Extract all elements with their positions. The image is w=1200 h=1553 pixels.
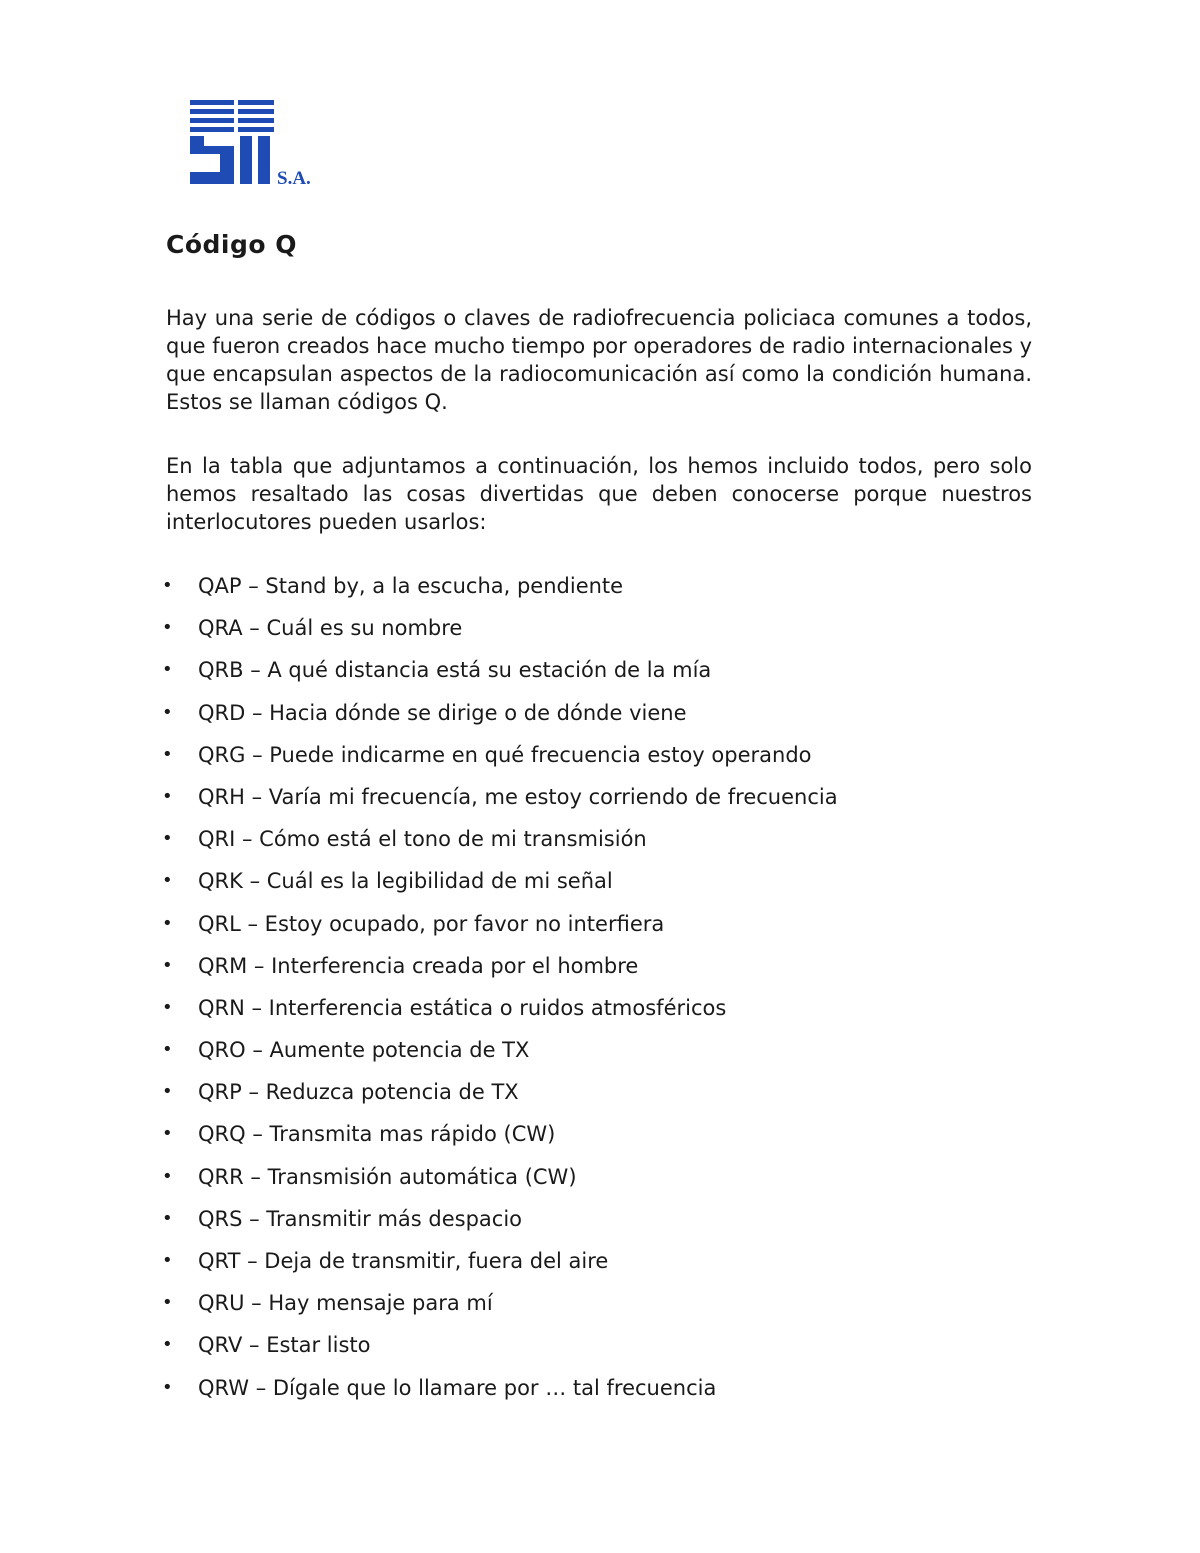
list-item xyxy=(162,1159,1046,1201)
q-code-text: QRK – Cuál es la legibilidad de mi señal xyxy=(198,869,613,894)
list-item xyxy=(162,568,1046,610)
q-code-text: QRH – Varía mi frecuencía, me estoy corriendo de frecuencia xyxy=(198,784,838,809)
list-item xyxy=(162,652,1046,694)
q-code-text: QRQ – Transmita mas rápido (CW) xyxy=(198,1122,556,1147)
list-item xyxy=(162,695,1046,737)
q-code-text: QRM – Interferencia creada por el hombre xyxy=(198,953,639,978)
bullet-icon: • xyxy=(162,1250,173,1271)
list-item xyxy=(162,1074,1046,1116)
list-item xyxy=(162,906,1046,948)
bullet-icon: • xyxy=(162,996,173,1018)
list-item xyxy=(162,1032,1046,1074)
page-title: Código Q xyxy=(166,230,298,259)
list-item xyxy=(162,1201,1046,1243)
bullet-icon: • xyxy=(162,1207,173,1229)
q-code-text: QRL – Estoy ocupado, por favor no interfiera xyxy=(198,911,665,936)
list-item xyxy=(162,1285,1046,1327)
q-code-text: QRU – Hay mensaje para mí xyxy=(198,1291,493,1316)
bullet-icon: • xyxy=(162,659,173,681)
q-code-text: QRV – Estar listo xyxy=(198,1333,371,1358)
list-item xyxy=(162,1327,1046,1369)
sit-logo-graphic xyxy=(188,98,314,190)
bullet-icon: • xyxy=(162,785,173,807)
bullet-icon: • xyxy=(162,1334,173,1356)
q-code-text: QRS – Transmitir más despacio xyxy=(198,1206,523,1231)
logo-sa-text: S.A. xyxy=(277,168,311,189)
bullet-icon: • xyxy=(162,828,173,850)
bullet-icon: • xyxy=(162,1039,173,1061)
bullet-icon: • xyxy=(162,1165,173,1187)
table-intro-paragraph: En la tabla que adjuntamos a continuación, los hemos incluido todos, pero solo hemos resaltado las cosas divertidas que deben conocerse porque nuestros interlocutores pueden usarlos: xyxy=(166,454,1032,534)
bullet-icon: • xyxy=(162,701,173,723)
list-item xyxy=(162,990,1046,1032)
q-code-text: QRT – Deja de transmitir, fuera del aire xyxy=(198,1249,609,1273)
list-item xyxy=(162,863,1046,905)
q-code-text: QRP – Reduzca potencia de TX xyxy=(198,1080,519,1105)
bullet-icon: • xyxy=(162,617,173,639)
sit-logo xyxy=(188,98,314,190)
bullet-icon: • xyxy=(162,1292,173,1314)
list-item xyxy=(162,610,1046,652)
bullet-icon: • xyxy=(162,954,173,976)
bullet-icon: • xyxy=(162,1376,173,1398)
q-code-text: QAP – Stand by, a la escucha, pendiente xyxy=(198,574,624,598)
bullet-icon: • xyxy=(162,912,173,934)
list-item xyxy=(162,1243,1046,1285)
list-item xyxy=(162,779,1046,821)
bullet-icon: • xyxy=(162,1081,173,1103)
q-code-text: QRD – Hacia dónde se dirige o de dónde viene xyxy=(198,700,687,725)
list-item xyxy=(162,1116,1046,1158)
list-item xyxy=(162,821,1046,863)
q-code-text: QRR – Transmisión automática (CW) xyxy=(198,1164,577,1189)
q-code-list xyxy=(162,568,1046,1412)
q-code-text: QRW – Dígale que lo llamare por … tal frecuencia xyxy=(198,1375,717,1400)
list-item xyxy=(162,948,1046,990)
q-code-text: QRO – Aumente potencia de TX xyxy=(198,1038,530,1063)
bullet-icon: • xyxy=(162,575,173,596)
q-code-text: QRA – Cuál es su nombre xyxy=(198,616,463,641)
list-item xyxy=(162,1370,1046,1412)
q-code-text: QRB – A qué distancia está su estación de la mía xyxy=(198,658,712,683)
q-code-text: QRI – Cómo está el tono de mi transmisión xyxy=(198,827,647,852)
bullet-icon: • xyxy=(162,1123,173,1145)
q-code-text: QRG – Puede indicarme en qué frecuencia estoy operando xyxy=(198,742,812,767)
intro-paragraph: Hay una serie de códigos o claves de radiofrecuencia policiaca comunes a todos, que fueron creados hace mucho tiempo por operadores de radio internacionales y que encapsulan aspectos de la radiocomunicación así como la condición humana. Estos se llaman códigos Q. xyxy=(166,306,1032,414)
bullet-icon: • xyxy=(162,870,173,892)
q-code-text: QRN – Interferencia estática o ruidos atmosféricos xyxy=(198,995,727,1020)
list-item xyxy=(162,737,1046,779)
bullet-icon: • xyxy=(162,743,173,765)
